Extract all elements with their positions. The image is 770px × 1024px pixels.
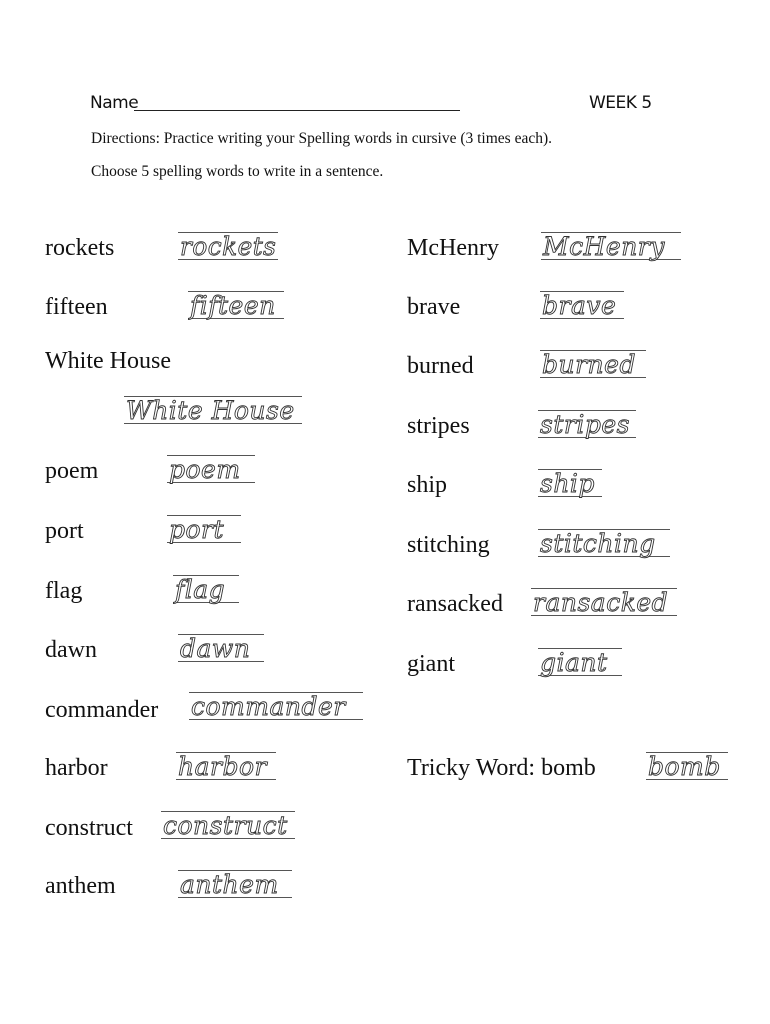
trace-text: flag [175, 575, 226, 604]
trace-text: bomb [648, 752, 721, 781]
trace-word-brave [540, 291, 624, 319]
spelling-word-harbor: harbor [45, 755, 108, 781]
spelling-word-burned: burned [407, 353, 474, 379]
trace-text: construct [163, 811, 288, 840]
trace-text: dawn [180, 634, 251, 663]
trace-word-ransacked [531, 588, 677, 616]
name-label: Name [90, 93, 139, 113]
name-write-line [134, 110, 460, 111]
trace-text: fifteen [190, 291, 276, 320]
trace-word-commander [189, 692, 363, 720]
trace-text: ransacked [533, 588, 669, 617]
trace-word-stripes [538, 410, 636, 438]
spelling-word-white-house: White House [45, 348, 171, 374]
trace-text: stitching [540, 529, 656, 558]
trace-word-harbor [176, 752, 276, 780]
trace-word-fifteen [188, 291, 284, 319]
trace-text: anthem [180, 870, 279, 899]
trace-word-bomb [646, 752, 728, 780]
trace-word-white-house [124, 396, 302, 424]
spelling-word-construct: construct [45, 815, 133, 841]
trace-word-stitching [538, 529, 670, 557]
spelling-word-dawn: dawn [45, 637, 97, 663]
tricky-word-label: Tricky Word: bomb [407, 755, 596, 781]
trace-text: McHenry [543, 232, 665, 261]
spelling-word-rockets: rockets [45, 235, 115, 261]
trace-text: burned [542, 350, 636, 379]
trace-text: White House [126, 396, 295, 425]
spelling-word-flag: flag [45, 578, 83, 604]
trace-word-port [167, 515, 241, 543]
trace-word-burned [540, 350, 646, 378]
trace-word-dawn [178, 634, 264, 662]
spelling-word-fifteen: fifteen [45, 294, 108, 320]
trace-text: commander [191, 692, 346, 721]
trace-text: brave [542, 291, 617, 320]
trace-text: ship [540, 469, 595, 498]
spelling-word-brave: brave [407, 294, 461, 320]
spelling-word-giant: giant [407, 651, 455, 677]
trace-word-ship [538, 469, 602, 497]
trace-word-giant [538, 648, 622, 676]
spelling-word-stripes: stripes [407, 413, 470, 439]
trace-word-rockets [178, 232, 278, 260]
trace-text: rockets [180, 232, 277, 261]
spelling-word-anthem: anthem [45, 873, 116, 899]
trace-word-construct [161, 811, 295, 839]
trace-text: stripes [540, 410, 630, 439]
spelling-word-commander: commander [45, 697, 159, 723]
spelling-word-poem: poem [45, 458, 99, 484]
directions-line-1: Directions: Practice writing your Spelling words in cursive (3 times each). [91, 130, 553, 147]
trace-word-anthem [178, 870, 292, 898]
trace-word-flag [173, 575, 239, 603]
trace-text: poem [169, 455, 241, 484]
spelling-word-stitching: stitching [407, 532, 490, 558]
spelling-word-ship: ship [407, 472, 448, 498]
spelling-word-mchenry: McHenry [407, 235, 499, 261]
trace-text: port [169, 515, 225, 544]
trace-text: giant [540, 648, 608, 677]
trace-text: harbor [178, 752, 267, 781]
directions-line-2: Choose 5 spelling words to write in a sentence. [91, 163, 384, 180]
week-label: WEEK 5 [589, 93, 652, 113]
trace-word-poem [167, 455, 255, 483]
spelling-word-port: port [45, 518, 84, 544]
trace-word-mchenry [541, 232, 681, 260]
spelling-word-ransacked: ransacked [407, 591, 503, 617]
